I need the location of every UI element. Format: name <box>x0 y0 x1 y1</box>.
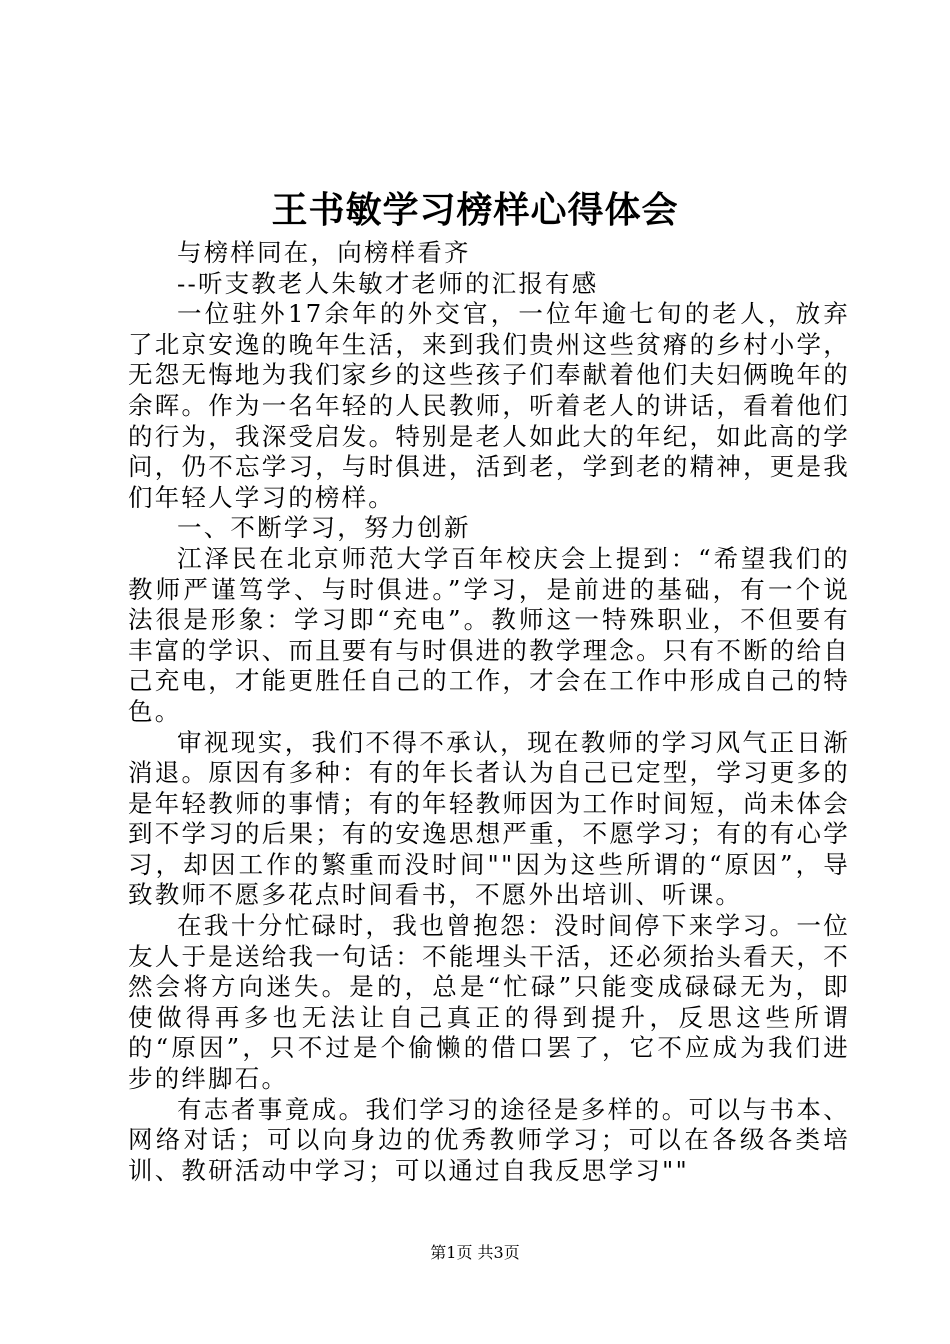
subtitle-line: 与榜样同在，向榜样看齐 <box>177 238 471 267</box>
section-heading: 一、不断学习，努力创新 <box>177 513 471 543</box>
page-number-footer: 第1页 共3页 <box>430 1243 520 1262</box>
body-paragraph: 有志者事竟成。我们学习的途径是多样的。可以与书本、网络对话；可以向身边的优秀教师学习；可以在各级各类培训、教研活动中学习；可以通过自我反思学习"" <box>128 1094 850 1185</box>
body-paragraph: 在我十分忙碌时，我也曾抱怨：没时间停下来学习。一位友人于是送给我一句话：不能埋头干活，还必须抬头看天，不然会将方向迷失。是的，总是“忙碌”只能变成碌碌无为，即使做得再多也无法让自己真正的得到提升，反思这些所谓的“原因”，只不过是个偷懒的借口罢了，它不应成为我们进步的绊脚石。 <box>128 911 850 1094</box>
subtitle-source-line: --听支教老人朱敏才老师的汇报有感 <box>177 268 599 298</box>
body-paragraph: 审视现实，我们不得不承认，现在教师的学习风气正日渐消退。原因有多种：有的年长者认为自己已定型，学习更多的是年轻教师的事情；有的年轻教师因为工作时间短，尚未体会到不学习的后果；有的安逸思想严重，不愿学习；有的有心学习，却因工作的繁重而没时间""因为这些所谓的“原因”，导致教师不愿多花点时间看书，不愿外出培训、听课。 <box>128 727 850 910</box>
document-title: 王书敏学习榜样心得体会 <box>271 189 679 231</box>
body-paragraph: 一位驻外17余年的外交官，一位年逾七旬的老人，放弃了北京安逸的晚年生活，来到我们贵州这些贫瘠的乡村小学，无怨无悔地为我们家乡的这些孩子们奉献着他们夫妇俩晚年的余晖。作为一名年轻的人民教师，听着老人的讲话，看着他们的行为，我深受启发。特别是老人如此大的年纪，如此高的学问，仍不忘学习，与时俱进，活到老，学到老的精神，更是我们年轻人学习的榜样。 <box>128 299 850 512</box>
document-body <box>128 238 850 1186</box>
body-paragraph: 江泽民在北京师范大学百年校庆会上提到：“希望我们的教师严谨笃学、与时俱进。”学习，是前进的基础，有一个说法很是形象：学习即“充电”。教师这一特殊职业，不但要有丰富的学识、而且要有与时俱进的教学理念。只有不断的给自己充电，才能更胜任自己的工作，才会在工作中形成自己的特色。 <box>128 543 850 726</box>
